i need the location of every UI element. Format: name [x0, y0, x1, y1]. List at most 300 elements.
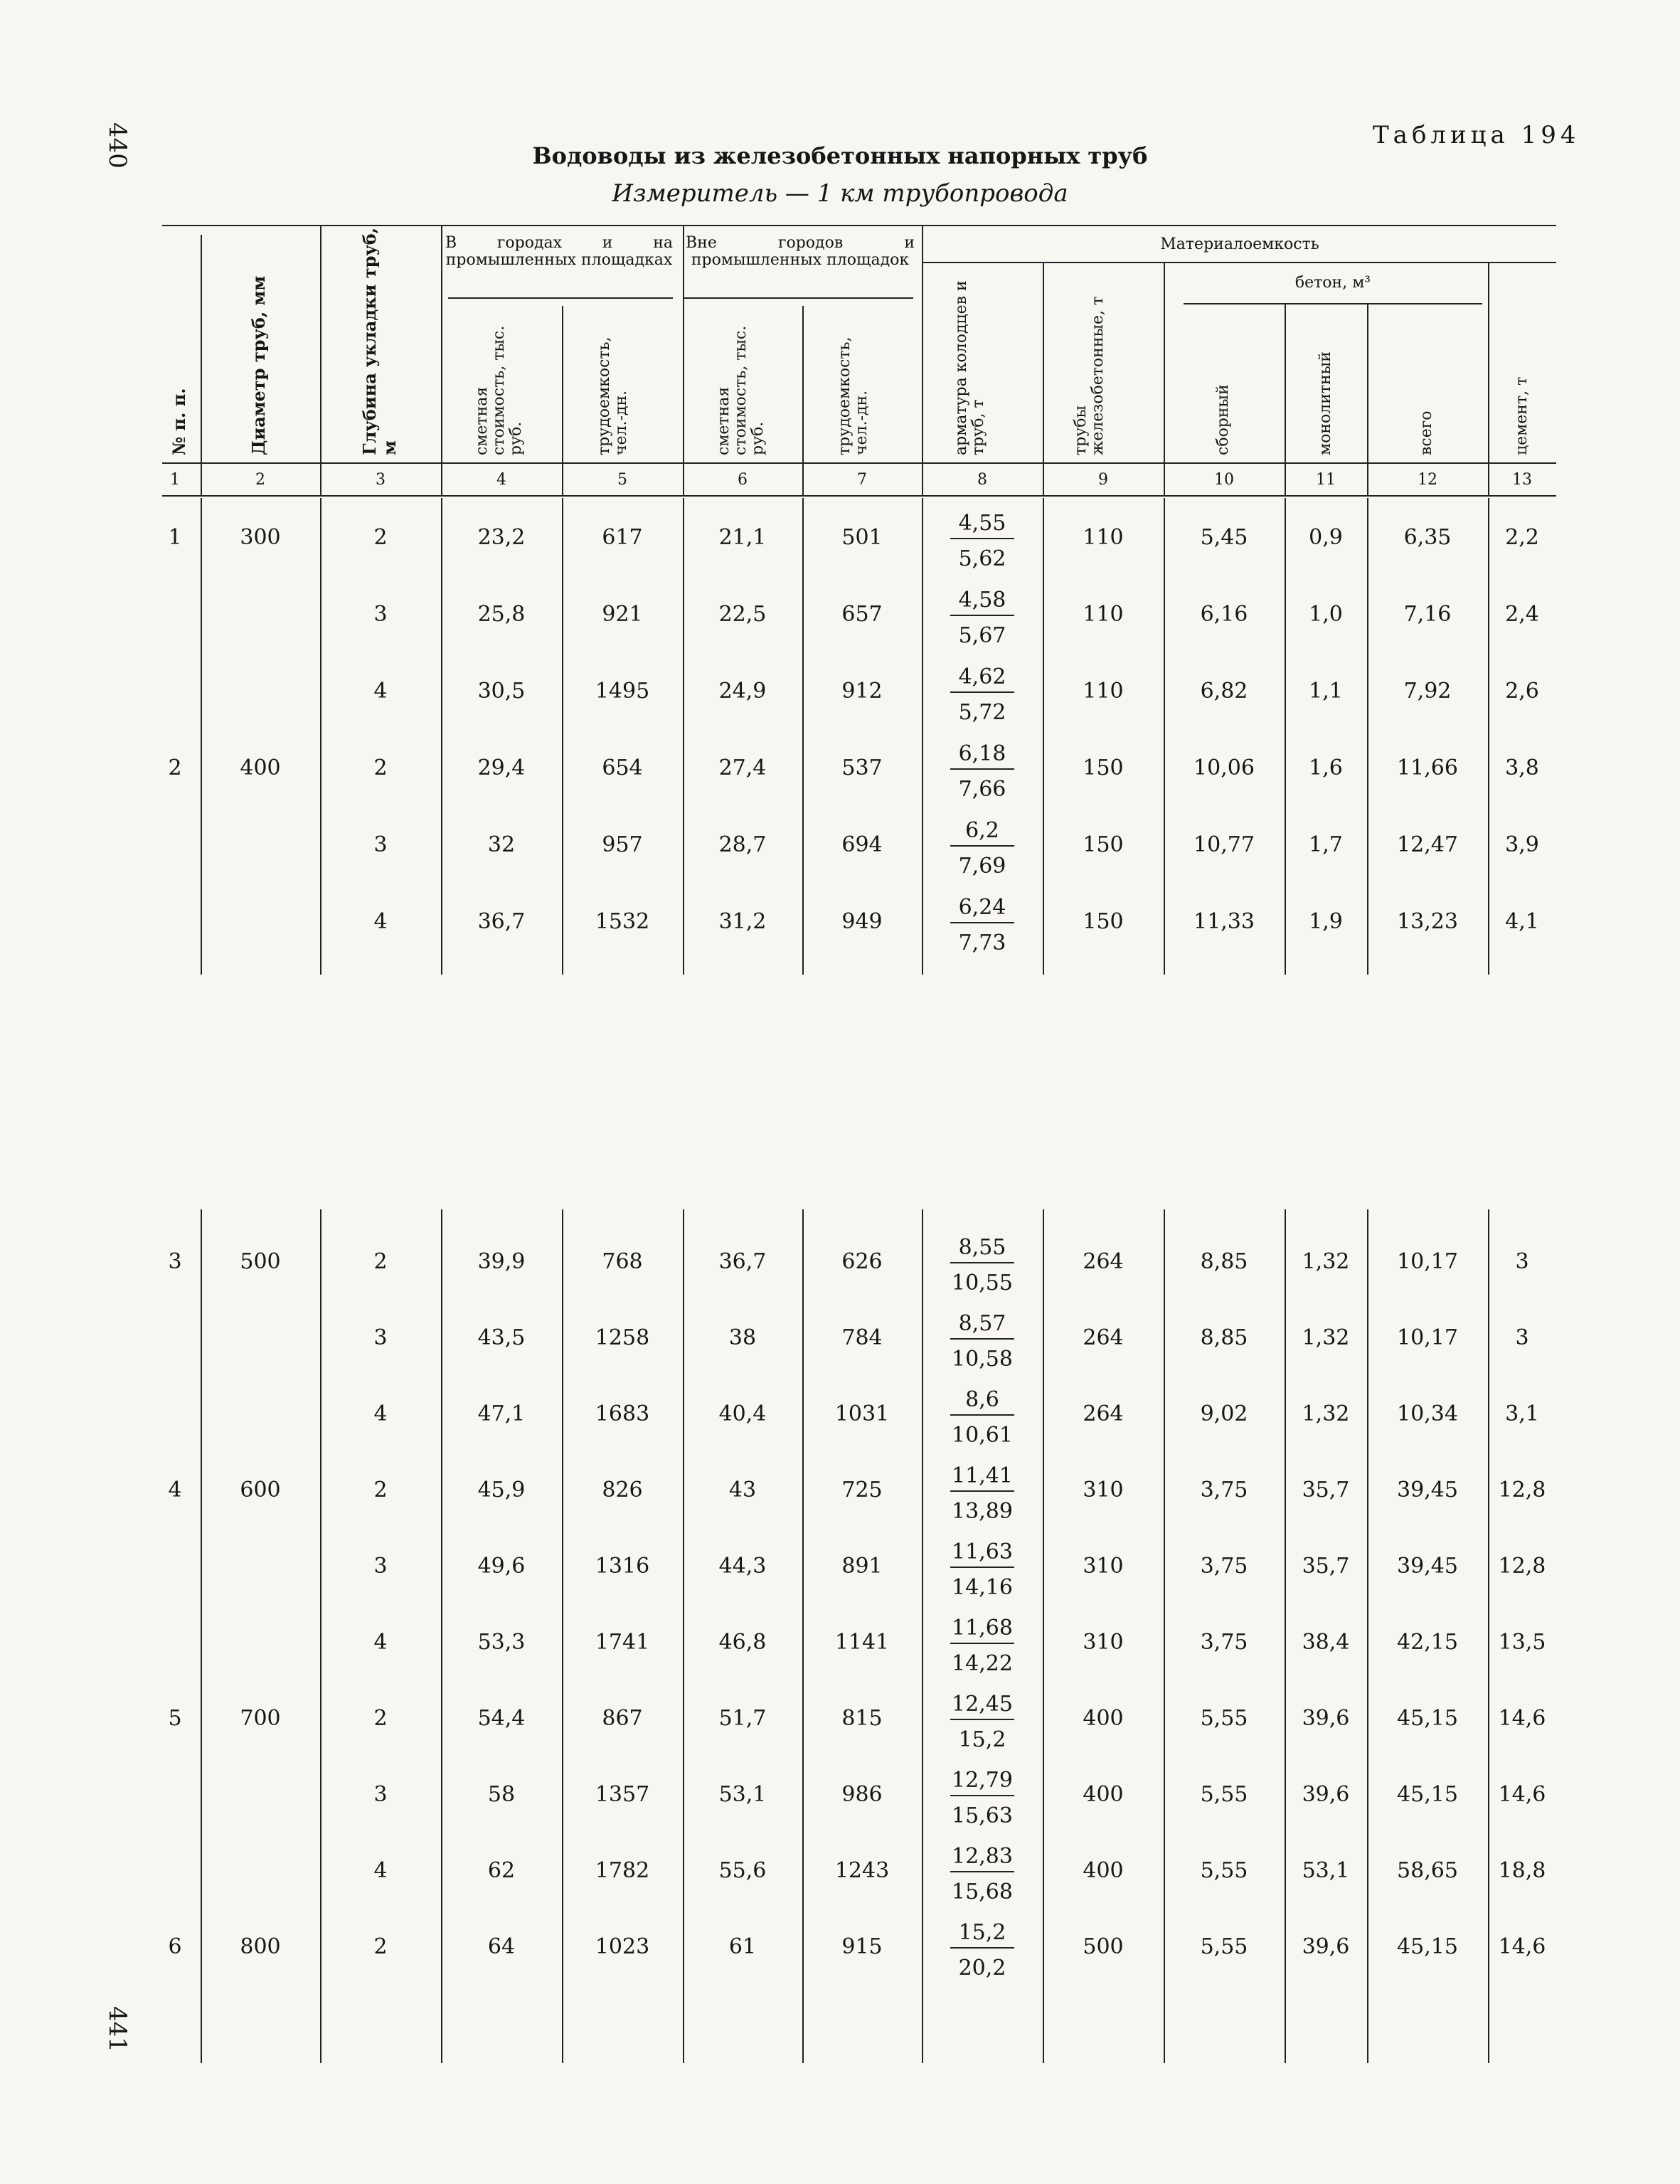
group-header-city-label: В городах и на промышленных площадках — [445, 234, 673, 269]
concrete-monolithic-cell: 1,32 — [1302, 1325, 1350, 1350]
page-subtitle: Измеритель — 1 км трубопровода — [612, 179, 1068, 208]
column-number: 5 — [617, 471, 627, 489]
column-divider — [1164, 1209, 1165, 2063]
concrete-monolithic-cell: 1,32 — [1302, 1401, 1350, 1426]
reinforcement-denominator: 14,22 — [952, 1651, 1013, 1676]
header-divider — [320, 226, 321, 495]
concrete-total-cell: 11,66 — [1397, 756, 1458, 780]
reinforcement-fraction — [950, 817, 1014, 881]
concrete-total-cell: 58,65 — [1397, 1858, 1458, 1883]
laying-depth-cell: 2 — [373, 1706, 388, 1731]
column-divider — [1367, 498, 1368, 975]
col-header-total: всего — [1418, 410, 1435, 455]
reinforcement-denominator: 20,2 — [958, 1956, 1006, 1981]
reinforcement-denominator: 10,58 — [952, 1347, 1013, 1372]
rc-pipes-cell: 310 — [1083, 1630, 1124, 1655]
outside-cost-cell: 27,4 — [718, 756, 767, 780]
column-divider — [1367, 1209, 1368, 2063]
city-cost-cell: 32 — [487, 832, 516, 857]
laying-depth-cell: 4 — [373, 1858, 388, 1883]
reinforcement-numerator: 8,6 — [950, 1386, 1014, 1416]
city-cost-cell: 58 — [487, 1782, 516, 1807]
concrete-precast-cell: 3,75 — [1200, 1630, 1248, 1655]
city-labor-cell: 1258 — [595, 1325, 650, 1350]
reinforcement-fraction — [950, 663, 1014, 727]
cement-cell: 14,6 — [1498, 1934, 1546, 1959]
rc-pipes-cell: 264 — [1083, 1401, 1124, 1426]
column-divider — [201, 498, 202, 975]
outside-cost-cell: 38 — [728, 1325, 757, 1350]
group-header-city — [445, 235, 673, 269]
column-number: 13 — [1512, 471, 1532, 489]
cement-cell: 2,2 — [1505, 525, 1539, 550]
reinforcement-fraction — [950, 1614, 1014, 1678]
outside-cost-cell: 36,7 — [718, 1249, 767, 1274]
row-index-cell — [154, 1552, 196, 1581]
column-divider — [922, 498, 923, 975]
rc-pipes-cell: 110 — [1083, 602, 1124, 627]
city-labor-cell: 1495 — [595, 679, 650, 704]
row-index-cell — [154, 1324, 196, 1352]
cement-cell: 3,1 — [1505, 1401, 1539, 1426]
concrete-monolithic-cell: 1,32 — [1302, 1249, 1350, 1274]
row-index-cell — [154, 1857, 196, 1885]
pipe-diameter-cell — [218, 831, 303, 859]
outside-cost-cell: 21,1 — [718, 525, 767, 550]
concrete-total-cell: 7,16 — [1403, 602, 1452, 627]
city-cost-cell: 30,5 — [477, 679, 526, 704]
pipe-diameter-cell — [218, 1324, 303, 1352]
reinforcement-fraction — [950, 1386, 1014, 1450]
outside-cost-cell: 46,8 — [718, 1630, 767, 1655]
column-divider — [683, 498, 684, 975]
concrete-total-cell: 7,92 — [1403, 679, 1452, 704]
city-labor-cell: 957 — [602, 832, 643, 857]
row-index-cell: 6 — [168, 1934, 182, 1959]
city-labor-cell: 768 — [602, 1249, 643, 1274]
laying-depth-cell: 3 — [373, 832, 388, 857]
city-labor-cell: 1741 — [595, 1630, 650, 1655]
cement-cell: 3 — [1515, 1325, 1529, 1350]
concrete-total-cell: 10,17 — [1397, 1249, 1458, 1274]
reinforcement-numerator: 11,63 — [950, 1538, 1014, 1568]
column-number: 8 — [977, 471, 987, 489]
concrete-precast-cell: 6,16 — [1200, 602, 1248, 627]
concrete-total-cell: 42,15 — [1397, 1630, 1458, 1655]
cement-cell: 2,4 — [1505, 602, 1539, 627]
laying-depth-cell: 2 — [373, 756, 388, 780]
outside-cost-cell: 22,5 — [718, 602, 767, 627]
col-header-rc-pipes: трубы железобетонные, т — [1072, 296, 1107, 455]
reinforcement-numerator: 15,2 — [950, 1919, 1014, 1949]
column-divider — [1043, 498, 1044, 975]
outside-labor-cell: 501 — [841, 525, 883, 550]
concrete-total-cell: 39,45 — [1397, 1554, 1458, 1579]
rc-pipes-cell: 400 — [1083, 1706, 1124, 1731]
concrete-monolithic-cell: 1,9 — [1309, 909, 1343, 934]
city-cost-cell: 47,1 — [477, 1401, 526, 1426]
group-header-concrete: бетон, м³ — [1294, 274, 1371, 292]
city-cost-cell: 36,7 — [477, 909, 526, 934]
concrete-precast-cell: 3,75 — [1200, 1478, 1248, 1502]
pipe-diameter-cell: 800 — [240, 1934, 281, 1959]
city-cost-cell: 49,6 — [477, 1554, 526, 1579]
concrete-monolithic-cell: 1,7 — [1309, 832, 1343, 857]
concrete-precast-cell: 10,06 — [1193, 756, 1255, 780]
outside-labor-cell: 537 — [841, 756, 883, 780]
concrete-monolithic-cell: 0,9 — [1309, 525, 1343, 550]
city-cost-cell: 43,5 — [477, 1325, 526, 1350]
city-labor-cell: 1316 — [595, 1554, 650, 1579]
column-divider — [1285, 498, 1286, 975]
outside-labor-cell: 915 — [841, 1934, 883, 1959]
concrete-total-cell: 45,15 — [1397, 1934, 1458, 1959]
city-labor-cell: 1532 — [595, 909, 650, 934]
concrete-monolithic-cell: 39,6 — [1302, 1934, 1350, 1959]
city-labor-cell: 826 — [602, 1478, 643, 1502]
pipe-diameter-cell — [218, 908, 303, 936]
column-number: 10 — [1214, 471, 1234, 489]
column-divider — [320, 498, 321, 975]
pipe-diameter-cell — [218, 1781, 303, 1809]
column-divider — [1164, 498, 1165, 975]
page-number-right: 441 — [103, 2006, 132, 2052]
col-header-outside-cost: сметная стоимость, тыс. руб. — [715, 325, 767, 455]
concrete-total-cell: 45,15 — [1397, 1706, 1458, 1731]
cement-cell: 2,6 — [1505, 679, 1539, 704]
concrete-total-cell: 39,45 — [1397, 1478, 1458, 1502]
reinforcement-denominator: 5,62 — [958, 546, 1006, 571]
rc-pipes-cell: 150 — [1083, 756, 1124, 780]
column-divider — [802, 1209, 804, 2063]
header-divider — [441, 226, 442, 495]
column-divider — [320, 1209, 321, 2063]
concrete-monolithic-cell: 39,6 — [1302, 1782, 1350, 1807]
outside-cost-cell: 24,9 — [718, 679, 767, 704]
reinforcement-fraction — [950, 1538, 1014, 1602]
cement-cell: 3,9 — [1505, 832, 1539, 857]
laying-depth-cell: 4 — [373, 909, 388, 934]
row-index-cell: 5 — [168, 1706, 182, 1731]
reinforcement-denominator: 15,63 — [952, 1803, 1013, 1828]
row-index-cell — [154, 1400, 196, 1428]
reinforcement-fraction — [950, 894, 1014, 958]
reinforcement-numerator: 6,24 — [950, 894, 1014, 923]
concrete-total-cell: 13,23 — [1397, 909, 1458, 934]
row-index-cell — [154, 831, 196, 859]
outside-cost-cell: 51,7 — [718, 1706, 767, 1731]
reinforcement-numerator: 11,41 — [950, 1462, 1014, 1492]
concrete-precast-cell: 6,82 — [1200, 679, 1248, 704]
outside-labor-cell: 912 — [841, 679, 883, 704]
reinforcement-numerator: 4,58 — [950, 586, 1014, 616]
column-divider — [802, 498, 804, 975]
column-number: 9 — [1098, 471, 1108, 489]
reinforcement-fraction — [950, 1919, 1014, 1983]
concrete-total-cell: 6,35 — [1403, 525, 1452, 550]
reinforcement-fraction — [950, 1766, 1014, 1830]
concrete-precast-cell: 8,85 — [1200, 1249, 1248, 1274]
rc-pipes-cell: 150 — [1083, 909, 1124, 934]
city-cost-cell: 45,9 — [477, 1478, 526, 1502]
column-divider — [683, 1209, 684, 2063]
concrete-monolithic-cell: 35,7 — [1302, 1478, 1350, 1502]
header-bottom-rule — [162, 462, 1556, 464]
header-divider — [1367, 304, 1368, 495]
col-header-outside-labor: трудоемкость, чел.-дн. — [836, 336, 871, 455]
reinforcement-numerator: 6,18 — [950, 740, 1014, 770]
colnum-bottom-rule — [162, 495, 1556, 497]
concrete-group-rule — [1184, 303, 1482, 304]
concrete-monolithic-cell: 1,1 — [1309, 679, 1343, 704]
row-index-cell: 3 — [168, 1249, 182, 1274]
row-index-cell — [154, 600, 196, 629]
outside-cost-cell: 53,1 — [718, 1782, 767, 1807]
page-number-left: 440 — [103, 122, 132, 169]
outside-cost-cell: 40,4 — [718, 1401, 767, 1426]
reinforcement-denominator: 15,2 — [958, 1727, 1006, 1752]
reinforcement-denominator: 13,89 — [952, 1499, 1013, 1524]
outside-labor-cell: 986 — [841, 1782, 883, 1807]
cement-cell: 12,8 — [1498, 1478, 1546, 1502]
row-index-cell: 1 — [168, 525, 182, 550]
laying-depth-cell: 2 — [373, 1934, 388, 1959]
city-labor-cell: 1023 — [595, 1934, 650, 1959]
reinforcement-numerator: 11,68 — [950, 1614, 1014, 1644]
column-number: 11 — [1316, 471, 1336, 489]
column-divider — [1285, 1209, 1286, 2063]
column-divider — [1488, 498, 1489, 975]
reinforcement-numerator: 8,55 — [950, 1234, 1014, 1263]
outside-cost-cell: 55,6 — [718, 1858, 767, 1883]
laying-depth-cell: 2 — [373, 525, 388, 550]
concrete-precast-cell: 10,77 — [1193, 832, 1255, 857]
laying-depth-cell: 2 — [373, 1478, 388, 1502]
concrete-precast-cell: 3,75 — [1200, 1554, 1248, 1579]
col-header-precast: сборный — [1214, 384, 1232, 455]
city-cost-cell: 64 — [487, 1934, 516, 1959]
materials-group-rule — [923, 262, 1556, 263]
header-divider — [562, 306, 563, 495]
city-labor-cell: 1357 — [595, 1782, 650, 1807]
reinforcement-fraction — [950, 1234, 1014, 1298]
col-header-monolithic: монолитный — [1317, 351, 1334, 455]
pipe-diameter-cell: 500 — [240, 1249, 281, 1274]
concrete-precast-cell: 5,55 — [1200, 1858, 1248, 1883]
rc-pipes-cell: 400 — [1083, 1782, 1124, 1807]
row-index-cell — [154, 677, 196, 706]
concrete-total-cell: 12,47 — [1397, 832, 1458, 857]
reinforcement-fraction — [950, 1462, 1014, 1526]
column-number: 7 — [857, 471, 867, 489]
city-cost-cell: 29,4 — [477, 756, 526, 780]
header-divider — [1285, 304, 1286, 495]
reinforcement-denominator: 14,16 — [952, 1575, 1013, 1600]
city-cost-cell: 23,2 — [477, 525, 526, 550]
reinforcement-denominator: 7,73 — [958, 931, 1006, 955]
concrete-total-cell: 45,15 — [1397, 1782, 1458, 1807]
cement-cell: 3 — [1515, 1249, 1529, 1274]
pipe-diameter-cell — [218, 1552, 303, 1581]
column-divider — [562, 498, 563, 975]
reinforcement-denominator: 10,55 — [952, 1271, 1013, 1295]
laying-depth-cell: 3 — [373, 1782, 388, 1807]
city-group-rule — [448, 297, 673, 299]
rc-pipes-cell: 500 — [1083, 1934, 1124, 1959]
column-divider — [922, 1209, 923, 2063]
table-label: Таблица 194 — [1373, 121, 1580, 149]
outside-labor-cell: 626 — [841, 1249, 883, 1274]
column-divider — [562, 1209, 563, 2063]
city-labor-cell: 1683 — [595, 1401, 650, 1426]
col-header-depth: Глубина укладки труб, м — [359, 227, 400, 455]
reinforcement-numerator: 8,57 — [950, 1310, 1014, 1340]
city-cost-cell: 25,8 — [477, 602, 526, 627]
laying-depth-cell: 2 — [373, 1249, 388, 1274]
pipe-diameter-cell — [218, 1857, 303, 1885]
concrete-monolithic-cell: 35,7 — [1302, 1554, 1350, 1579]
rc-pipes-cell: 310 — [1083, 1478, 1124, 1502]
cement-cell: 14,6 — [1498, 1706, 1546, 1731]
column-number: 1 — [170, 471, 180, 489]
header-divider — [1164, 262, 1165, 495]
reinforcement-fraction — [950, 1310, 1014, 1374]
cement-cell: 14,6 — [1498, 1782, 1546, 1807]
reinforcement-numerator: 12,83 — [950, 1843, 1014, 1872]
header-divider — [1043, 262, 1044, 495]
laying-depth-cell: 4 — [373, 1401, 388, 1426]
outside-labor-cell: 815 — [841, 1706, 883, 1731]
laying-depth-cell: 3 — [373, 1554, 388, 1579]
reinforcement-numerator: 4,55 — [950, 509, 1014, 539]
outside-labor-cell: 949 — [841, 909, 883, 934]
column-divider — [201, 1209, 202, 2063]
pipe-diameter-cell — [218, 1628, 303, 1657]
column-number: 2 — [255, 471, 265, 489]
pipe-diameter-cell — [218, 600, 303, 629]
city-cost-cell: 54,4 — [477, 1706, 526, 1731]
city-labor-cell: 1782 — [595, 1858, 650, 1883]
column-number: 4 — [496, 471, 506, 489]
cement-cell: 4,1 — [1505, 909, 1539, 934]
outside-cost-cell: 61 — [728, 1934, 757, 1959]
reinforcement-denominator: 15,68 — [952, 1880, 1013, 1904]
reinforcement-denominator: 7,69 — [958, 854, 1006, 879]
row-index-cell: 4 — [168, 1478, 182, 1502]
header-divider — [683, 226, 684, 495]
header-divider — [802, 306, 804, 495]
rc-pipes-cell: 110 — [1083, 679, 1124, 704]
col-header-city-labor: трудоемкость, чел.-дн. — [595, 336, 630, 455]
pipe-diameter-cell: 300 — [240, 525, 281, 550]
reinforcement-fraction — [950, 586, 1014, 650]
concrete-precast-cell: 5,55 — [1200, 1706, 1248, 1731]
reinforcement-fraction — [950, 1843, 1014, 1907]
city-cost-cell: 53,3 — [477, 1630, 526, 1655]
col-header-city-cost: сметная стоимость, тыс. руб. — [473, 325, 525, 455]
header-divider — [1488, 262, 1489, 495]
outside-labor-cell: 784 — [841, 1325, 883, 1350]
cement-cell: 3,8 — [1505, 756, 1539, 780]
cement-cell: 12,8 — [1498, 1554, 1546, 1579]
city-labor-cell: 921 — [602, 602, 643, 627]
outside-labor-cell: 1141 — [834, 1630, 890, 1655]
col-header-reinforcement: арматура колодцев и труб, т — [952, 280, 987, 455]
reinforcement-numerator: 4,62 — [950, 663, 1014, 693]
reinforcement-denominator: 10,61 — [952, 1423, 1013, 1448]
column-number: 3 — [376, 471, 386, 489]
outside-labor-cell: 657 — [841, 602, 883, 627]
concrete-total-cell: 10,34 — [1397, 1401, 1458, 1426]
laying-depth-cell: 3 — [373, 602, 388, 627]
column-divider — [441, 498, 442, 975]
group-header-outside-label: Вне городов и промышленных площадок — [686, 234, 915, 269]
rc-pipes-cell: 264 — [1083, 1249, 1124, 1274]
concrete-precast-cell: 9,02 — [1200, 1401, 1248, 1426]
outside-labor-cell: 1243 — [834, 1858, 890, 1883]
concrete-monolithic-cell: 39,6 — [1302, 1706, 1350, 1731]
column-divider — [1043, 1209, 1044, 2063]
col-header-cement: цемент, т — [1513, 376, 1531, 455]
rc-pipes-cell: 400 — [1083, 1858, 1124, 1883]
laying-depth-cell: 4 — [373, 1630, 388, 1655]
laying-depth-cell: 4 — [373, 679, 388, 704]
cement-cell: 13,5 — [1498, 1630, 1546, 1655]
concrete-monolithic-cell: 38,4 — [1302, 1630, 1350, 1655]
column-number: 12 — [1418, 471, 1437, 489]
row-index-cell — [154, 908, 196, 936]
concrete-precast-cell: 5,55 — [1200, 1934, 1248, 1959]
city-labor-cell: 617 — [602, 525, 643, 550]
concrete-monolithic-cell: 1,0 — [1309, 602, 1343, 627]
reinforcement-numerator: 12,79 — [950, 1766, 1014, 1796]
header-divider — [201, 235, 202, 495]
concrete-total-cell: 10,17 — [1397, 1325, 1458, 1350]
city-labor-cell: 654 — [602, 756, 643, 780]
outside-labor-cell: 694 — [841, 832, 883, 857]
city-labor-cell: 867 — [602, 1706, 643, 1731]
rc-pipes-cell: 264 — [1083, 1325, 1124, 1350]
column-divider — [441, 1209, 442, 2063]
reinforcement-fraction — [950, 1690, 1014, 1754]
header-divider — [922, 226, 923, 495]
outside-labor-cell: 891 — [841, 1554, 883, 1579]
col-header-diameter: Диаметр труб, мм — [248, 275, 269, 455]
cement-cell: 18,8 — [1498, 1858, 1546, 1883]
pipe-diameter-cell — [218, 677, 303, 706]
col-header-index: № п. п. — [169, 388, 189, 455]
concrete-monolithic-cell: 53,1 — [1302, 1858, 1350, 1883]
reinforcement-numerator: 6,2 — [950, 817, 1014, 847]
outside-cost-cell: 28,7 — [718, 832, 767, 857]
rc-pipes-cell: 110 — [1083, 525, 1124, 550]
concrete-precast-cell: 11,33 — [1193, 909, 1255, 934]
outside-cost-cell: 44,3 — [718, 1554, 767, 1579]
reinforcement-denominator: 5,72 — [958, 700, 1006, 725]
outside-group-rule — [683, 297, 913, 299]
column-number: 6 — [738, 471, 748, 489]
row-index-cell: 2 — [168, 756, 182, 780]
reinforcement-denominator: 5,67 — [958, 623, 1006, 648]
laying-depth-cell: 3 — [373, 1325, 388, 1350]
page-title: Водоводы из железобетонных напорных труб — [532, 142, 1148, 169]
group-header-outside — [686, 235, 915, 269]
reinforcement-fraction — [950, 509, 1014, 573]
city-cost-cell: 62 — [487, 1858, 516, 1883]
pipe-diameter-cell: 400 — [240, 756, 281, 780]
reinforcement-fraction — [950, 740, 1014, 804]
column-divider — [1488, 1209, 1489, 2063]
